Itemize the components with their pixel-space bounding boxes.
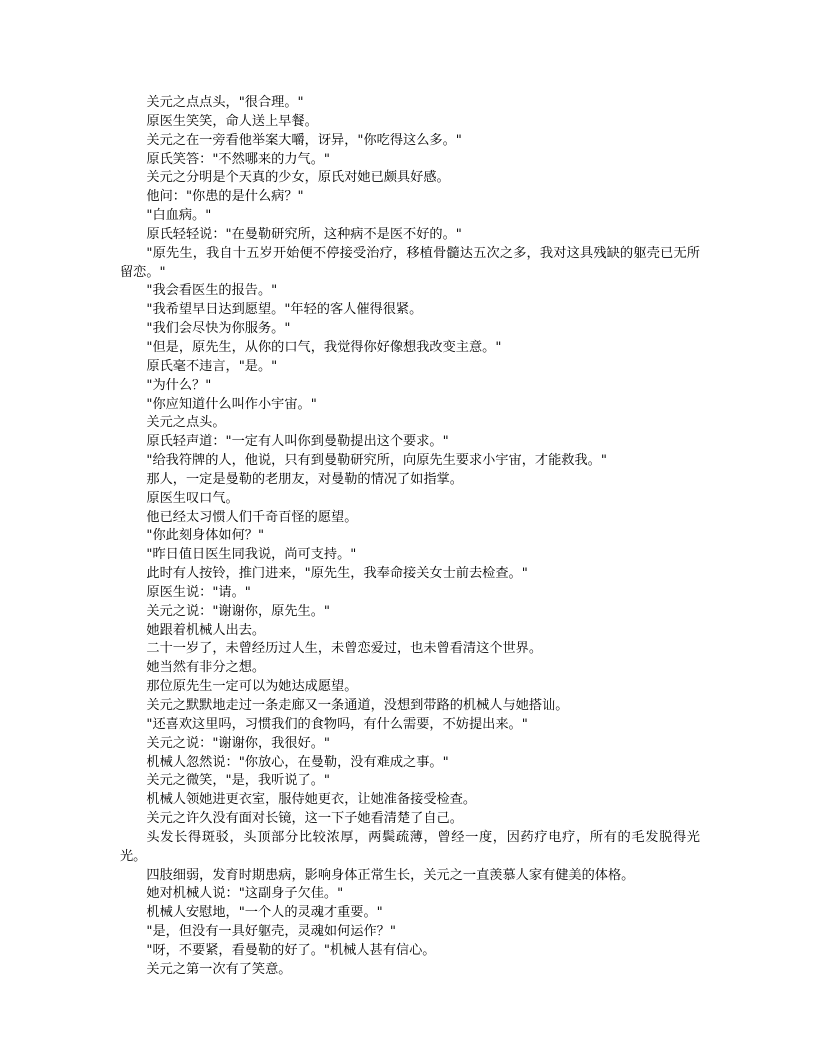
paragraph: 她对机械人说："这副身子欠佳。" bbox=[146, 886, 344, 902]
paragraph: 原氏轻轻说："在曼勒研究所，这种病不是医不好的。" bbox=[146, 226, 462, 242]
paragraph: 机械人忽然说："你放心，在曼勒，没有难成之事。" bbox=[146, 754, 449, 770]
paragraph: "我们会尽快为你服务。" bbox=[146, 321, 291, 337]
paragraph: 原医生说："请。" bbox=[146, 584, 251, 600]
paragraph: 关元之分明是个天真的少女，原氏对她已颇具好感。 bbox=[146, 170, 450, 186]
paragraph: "昨日值日医生同我说，尚可支持。" bbox=[146, 547, 357, 563]
paragraph: 原氏轻声道："一定有人叫你到曼勒提出这个要求。" bbox=[146, 434, 449, 450]
paragraph: 二十一岁了，未曾经历过人生，未曾恋爱过，也未曾看清这个世界。 bbox=[146, 641, 543, 657]
body-text bbox=[120, 94, 700, 980]
paragraph: 机械人安慰地，"一个人的灵魂才重要。" bbox=[146, 905, 383, 921]
paragraph: 他已经太习惯人们千奇百怪的愿望。 bbox=[146, 509, 358, 525]
paragraph: 她当然有非分之想。 bbox=[146, 660, 266, 676]
paragraph: "原先生，我自十五岁开始便不停接受治疗，移植骨髓达五次之多，我对这具残缺的躯壳已无所留恋。" bbox=[120, 245, 700, 280]
paragraph: 他问："你患的是什么病？" bbox=[146, 189, 304, 205]
paragraph: "还喜欢这里吗，习惯我们的食物吗，有什么需要，不妨提出来。" bbox=[146, 716, 528, 732]
paragraph: 原氏毫不违言，"是。" bbox=[146, 358, 278, 374]
paragraph: "为什么？" bbox=[146, 377, 212, 393]
paragraph: 那人，一定是曼勒的老朋友，对曼勒的情况了如指掌。 bbox=[146, 471, 463, 487]
paragraph: 关元之许久没有面对长镜，这一下子她看清楚了自己。 bbox=[146, 811, 463, 827]
paragraph: 此时有人按铃，推门进来，"原先生，我奉命接关女士前去检查。" bbox=[146, 566, 528, 582]
paragraph: 关元之第一次有了笑意。 bbox=[146, 961, 292, 977]
paragraph: 原氏笑答："不然哪来的力气。" bbox=[146, 151, 330, 167]
paragraph: 关元之说："谢谢你，原先生。" bbox=[146, 603, 330, 619]
paragraph: "是，但没有一具好躯壳，灵魂如何运作？" bbox=[146, 924, 396, 940]
paragraph: 四肢细弱，发育时期患病，影响身体正常生长，关元之一直羡慕人家有健美的体格。 bbox=[146, 867, 635, 883]
paragraph: 关元之默默地走过一条走廊又一条通道，没想到带路的机械人与她搭讪。 bbox=[146, 698, 569, 713]
paragraph: 那位原先生一定可以为她达成愿望。 bbox=[146, 679, 358, 695]
paragraph: "你此刻身体如何？" bbox=[146, 528, 265, 544]
paragraph: 头发长得斑驳，头顶部分比较浓厚，两鬓疏薄，曾经一度，因药疗电疗，所有的毛发脱得光光。 bbox=[120, 829, 700, 864]
paragraph: "白血病。" bbox=[146, 208, 212, 224]
paragraph: "但是，原先生，从你的口气，我觉得你好像想我改变主意。" bbox=[146, 339, 502, 355]
paragraph: 她跟着机械人出去。 bbox=[146, 622, 266, 638]
paragraph: 关元之在一旁看他举案大嚼，讶异，"你吃得这么多。" bbox=[146, 132, 462, 148]
paragraph: 原医生笑笑，命人送上早餐。 bbox=[146, 113, 318, 129]
paragraph: "你应知道什么叫作小宇宙。" bbox=[146, 396, 317, 412]
paragraph: "我会看医生的报告。" bbox=[146, 283, 278, 299]
paragraph: "呀，不要紧，看曼勒的好了。"机械人甚有信心。 bbox=[146, 942, 436, 958]
paragraph: 关元之微笑，"是，我听说了。" bbox=[146, 773, 330, 789]
paragraph: 关元之点点头，"很合理。" bbox=[146, 95, 304, 110]
paragraph: 关元之说："谢谢你，我很好。" bbox=[146, 735, 330, 751]
paragraph: "给我符牌的人，他说，只有到曼勒研究所，向原先生要求小宇宙，才能救我。" bbox=[146, 453, 607, 469]
paragraph: 关元之点头。 bbox=[146, 415, 226, 431]
paragraph: 原医生叹口气。 bbox=[146, 490, 239, 506]
paragraph: "我希望早日达到愿望。"年轻的客人催得很紧。 bbox=[146, 302, 423, 318]
paragraph: 机械人领她进更衣室，服侍她更衣，让她准备接受检查。 bbox=[146, 792, 477, 808]
